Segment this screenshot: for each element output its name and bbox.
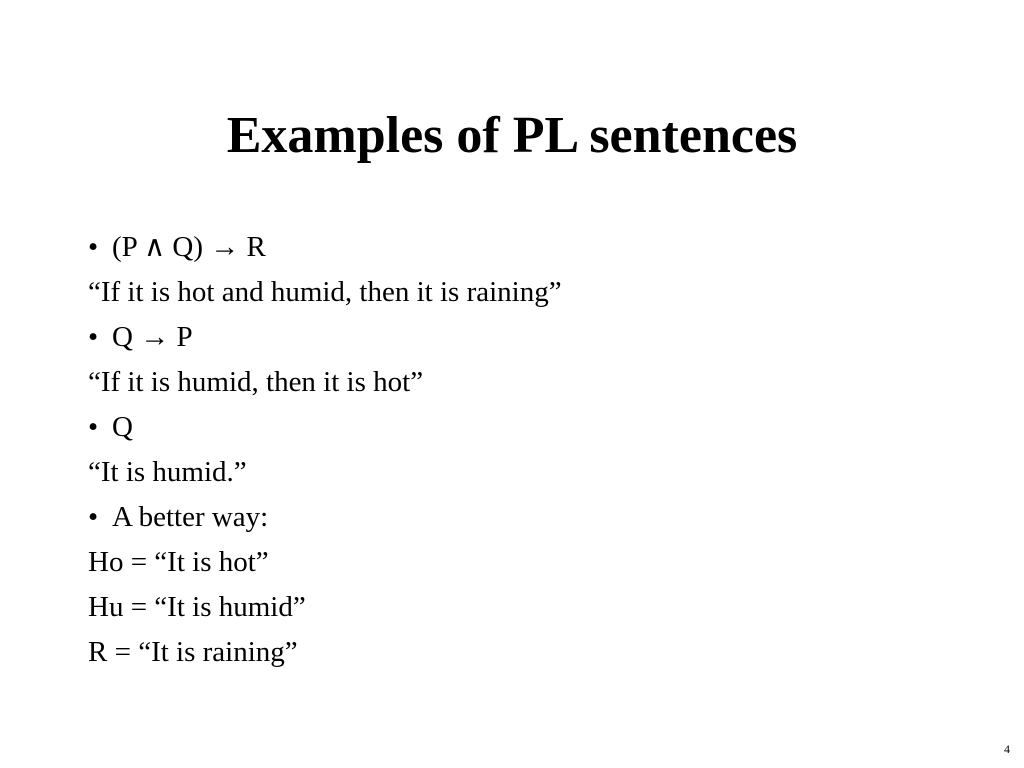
plain-line: Hu = “It is humid”: [88, 591, 306, 623]
bullet-item: [88, 315, 988, 360]
slide-body: [88, 225, 988, 675]
bullet-text: Q: [112, 411, 133, 443]
bullet-text: Q → P: [112, 321, 193, 353]
bullet-dot-icon: •: [88, 501, 99, 533]
bullet-text: (P ∧ Q) → R: [112, 231, 266, 263]
bullet-item: [88, 405, 988, 450]
plain-line: “If it is hot and humid, then it is raining”: [88, 276, 562, 308]
bullet-dot-icon: •: [88, 231, 99, 263]
slide-title: Examples of PL sentences: [226, 107, 798, 164]
plain-line: “If it is humid, then it is hot”: [88, 366, 424, 398]
bullet-item: [88, 495, 988, 540]
bullet-dot-icon: •: [88, 411, 99, 443]
bullet-item: [88, 225, 988, 270]
plain-line: Ho = “It is hot”: [88, 546, 269, 578]
bullet-text: A better way:: [112, 501, 269, 533]
bullet-dot-icon: •: [88, 321, 99, 353]
page-number: 4: [1004, 742, 1010, 756]
plain-line: R = “It is raining”: [88, 636, 298, 668]
plain-line: “It is humid.”: [88, 456, 247, 488]
